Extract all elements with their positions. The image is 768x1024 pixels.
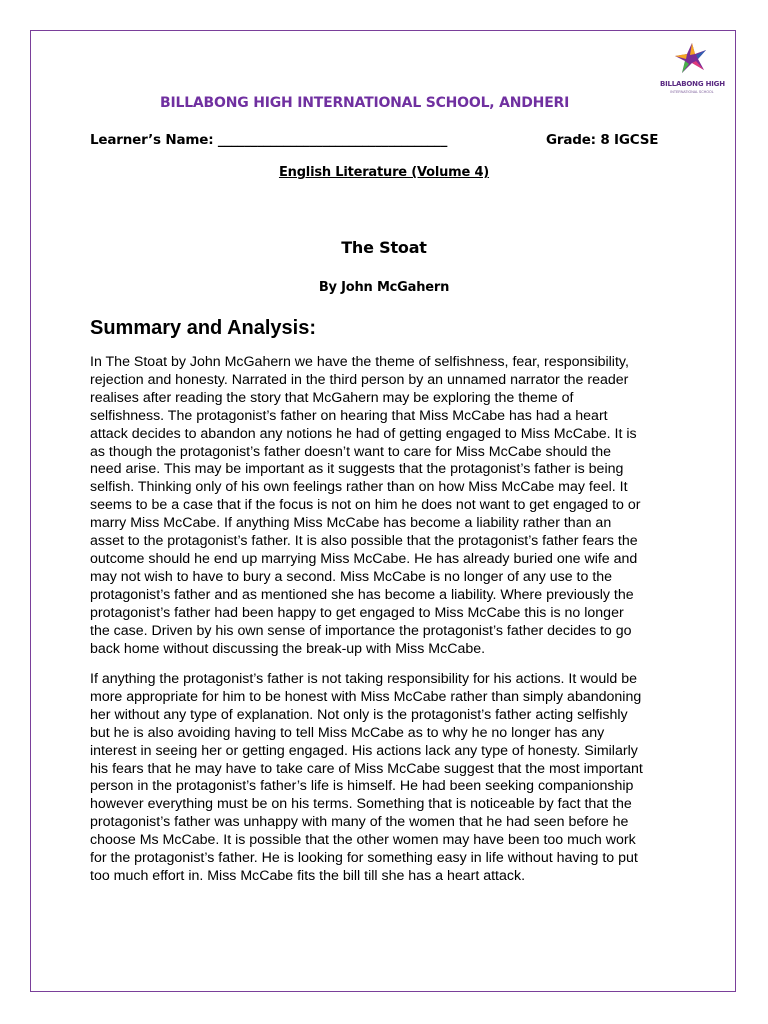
school-logo [660,40,724,104]
paragraph-line: back home without discussing the break-up with Miss McCabe. [90,640,486,657]
school-name: BILLABONG HIGH INTERNATIONAL SCHOOL, ANDHERI [160,95,570,111]
paragraph-line: rejection and honesty. Narrated in the third person by an unnamed narrator the reader [90,371,629,388]
paragraph-line: marry Miss McCabe. If anything Miss McCabe has become a liability rather than an [90,515,612,532]
paragraph-2 [90,671,690,886]
paragraph-line: person in the protagonist’s father’s life is himself. He had been seeking companionship [90,778,634,795]
story-title: The Stoat [341,238,427,257]
paragraph-line: more appropriate for him to be honest with Miss McCabe rather than simply abandoning [90,688,642,705]
logo-name: BILLABONG HIGH [660,80,725,88]
course-title: English Literature (Volume 4) [278,165,490,180]
paragraph-line: for the protagonist’s father. He is looking for something easy in life without having to put [90,850,638,867]
star-logo-icon [660,40,724,80]
paragraph-line: protagonist’s father had been happy to get engaged to Miss McCabe this is no longer [90,604,624,621]
paragraph-line: protagonist’s father was unhappy with many of the women that he had seen before he [90,814,629,831]
section-heading: Summary and Analysis: [90,317,317,339]
story-author: By John McGahern [318,280,450,295]
paragraph-line: seems to be a case that if the focus is not on him he does not want to get engaged to or [90,497,641,514]
paragraph-line: but he is also avoiding having to tell Miss McCabe as to why he no longer has any [90,724,605,741]
paragraph-line: need arise. This may be important as it suggests that the protagonist’s father is being [90,461,624,478]
logo-tagline: INTERNATIONAL SCHOOL [670,90,714,94]
paragraph-line: attack decides to abandon any notions he had of getting engaged to Miss McCabe. It is [90,425,637,442]
paragraph-line: If anything the protagonist’s father is not taking responsibility for his actions. It would be [90,671,638,687]
paragraph-line: his fears that he may have to take care of Miss McCabe suggest that the most important [90,760,643,777]
paragraph-1 [90,354,690,658]
paragraph-line: as though the protagonist’s father doesn’t want to care for Miss McCabe should the [90,443,612,460]
paragraph-line: realises after reading the story that McGahern may be exploring the theme of [90,389,574,406]
paragraph-line: asset to the protagonist’s father. It is also possible that the protagonist’s father fears the [90,533,638,550]
paragraph-line: her without any type of explanation. Not only is the protagonist’s father acting selfishly [90,706,628,723]
learner-name-label: Learner’s Name: ___________________________________ [90,132,448,148]
paragraph-line: may not wish to have to bury a second. Miss McCabe is no longer of any use to the [90,568,613,585]
paragraph-line: selfishness. The protagonist’s father on hearing that Miss McCabe has had a heart [90,407,608,424]
paragraph-line: outcome should he end up marrying Miss McCabe. He has already buried one wife and [90,550,638,567]
paragraph-line: however everything must be on his terms. Something that is noticeable by fact that the [90,796,632,813]
paragraph-line: In The Stoat by John McGahern we have the theme of selfishness, fear, responsibility, [90,354,629,370]
paragraph-line: choose Ms McCabe. It is possible that the other women may have been too much work [90,832,636,849]
paragraph-line: the case. Driven by his own sense of importance the protagonist’s father decides to go [90,622,632,639]
paragraph-line: too much effort in. Miss McCabe fits the bill till she has a heart attack. [90,867,526,884]
paragraph-line: protagonist’s father and as mentioned she has become a liability. Where previously the [90,586,634,603]
grade-label: Grade: 8 IGCSE [546,132,659,148]
paragraph-line: selfish. Thinking only of his own feelings rather than on how Miss McCabe may feel. It [90,479,628,496]
paragraph-line: interest in seeing her or getting engaged. His actions lack any type of honesty. Similarly [90,742,638,759]
